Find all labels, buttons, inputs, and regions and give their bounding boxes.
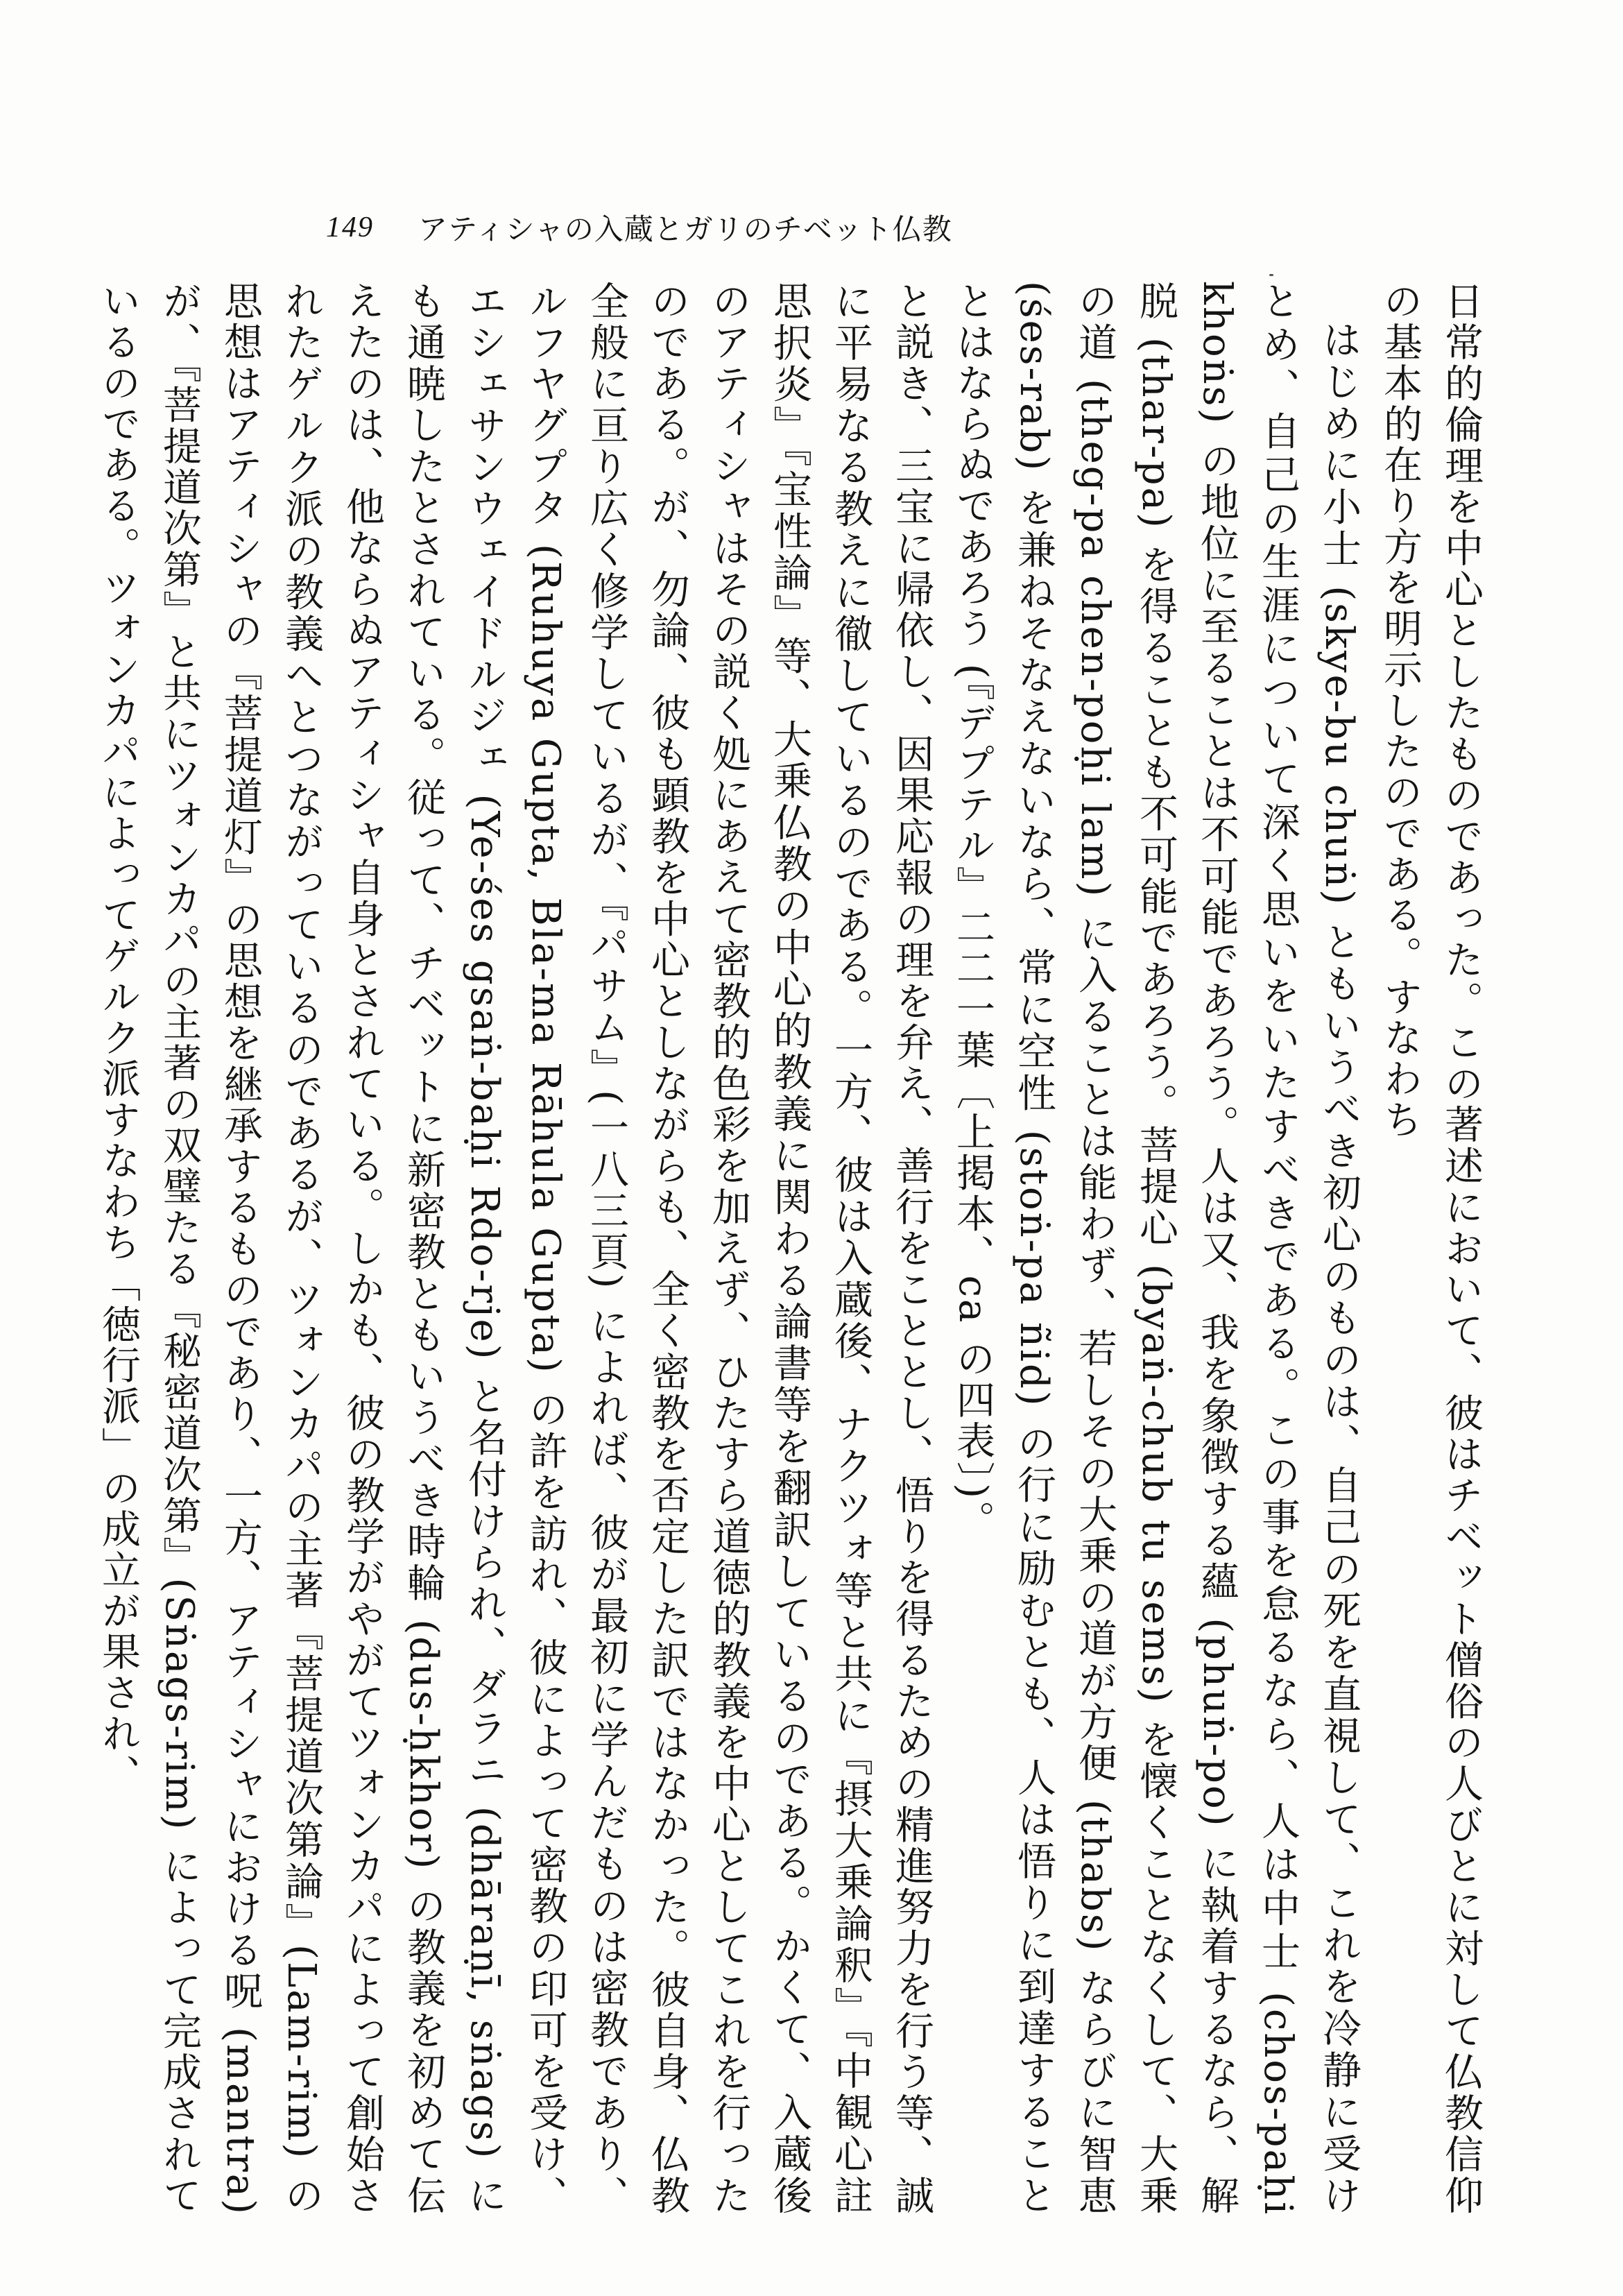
page-number: 149	[326, 212, 374, 243]
paragraph-2-quotation: はじめに小士 (skye-bu chuṅ) ともいうべき初心のものは、自己の死を直視して、これを冷静に受けとめ、自己の生涯について深く思いをいたすべきである。この事を怠るなら、人は中士 (chos-paḥi khoṅs) の地位に至ることは不可能であろう。人は又、我を象徴する蘊 (phuṅ-po) に執着するなら、解脱 (thar-pa) を得ることも不可能であろう。菩提心 (byaṅ-chub tu sems) を懐くことなくして、大乗の道 (theg-pa chen-poḥi lam) に入ることは能わず、若しその大乗の道が方便 (thabs) ならびに智恵 (śes-rab) を兼ねそなえないなら、常に空性 (stoṅ-pa ñid) の行に励むとも、人は悟りに到達することとはならぬであろう (『デプテル』二二一葉〔上掲本、ca の四表〕)。	[950, 281, 1362, 2217]
running-header	[326, 207, 952, 248]
scan-speck	[1269, 274, 1273, 276]
running-title: アティシャの入蔵とガリのチベット仏教	[418, 212, 952, 246]
paragraph-3: と説き、三宝に帰依し、因果応報の理を弁え、善行をこととし、悟りを得るための精進努力を行う等、誠に平易なる教えに徹しているのである。一方、彼は入蔵後、ナクツォ等と共に『摂大乗論釈』『中観心註思択炎』『宝性論』等、大乗仏教の中心的教義に関わる論書等を翻訳しているのである。かくて、入蔵後のアティシャはその説く処にあえて密教的色彩を加えず、ひたすら道徳的教義を中心としてこれを行ったのである。が、勿論、彼も顕教を中心としながらも、全く密教を否定した訳ではなかった。彼自身、仏教全般に亘り広く修学しているが、『パサム』(一八三頁) によれば、彼が最初に学んだものは密教であり、ルフヤグプタ (Ruhuya Gupta, Bla-ma Rāhula Gupta) の許を訪れ、彼によって密教の印可を受け、エシェサンウェイドルジェ (Ye-śes gsaṅ-baḥi Rdo-rje) と名付けられ、ダラニ (dhāraṇī, sṅags) にも通暁したとされている。従って、チベットに新密教ともいうべき時輪 (dus-ḥkhor) の教義を初めて伝えたのは、他ならぬアティシャ自身とされている。しかも、彼の教学がやがてツォンカパによって創始されたゲルク派の教義へとつながっているのであるが、ツォンカパの主著『菩提道次第論』(Lam-rim) の思想はアティシャの『菩提道灯』の思想を継承するものであり、一方、アティシャにおける呪 (mantra) が、『菩提道次第』と共にツォンカパの主著の双璧たる『秘密道次第』(Sṅags-rim) によって完成されているのである。ツォンカパによってゲルク派すなわち「徳行派」の成立が果され、	[96, 281, 934, 2217]
paragraph-1: 日常的倫理を中心としたものであった。この著述において、彼はチベット僧俗の人びとに対して仏教信仰の基本的在り方を明示したのである。すなわち	[1377, 281, 1484, 2216]
body-text	[96, 281, 1491, 2217]
